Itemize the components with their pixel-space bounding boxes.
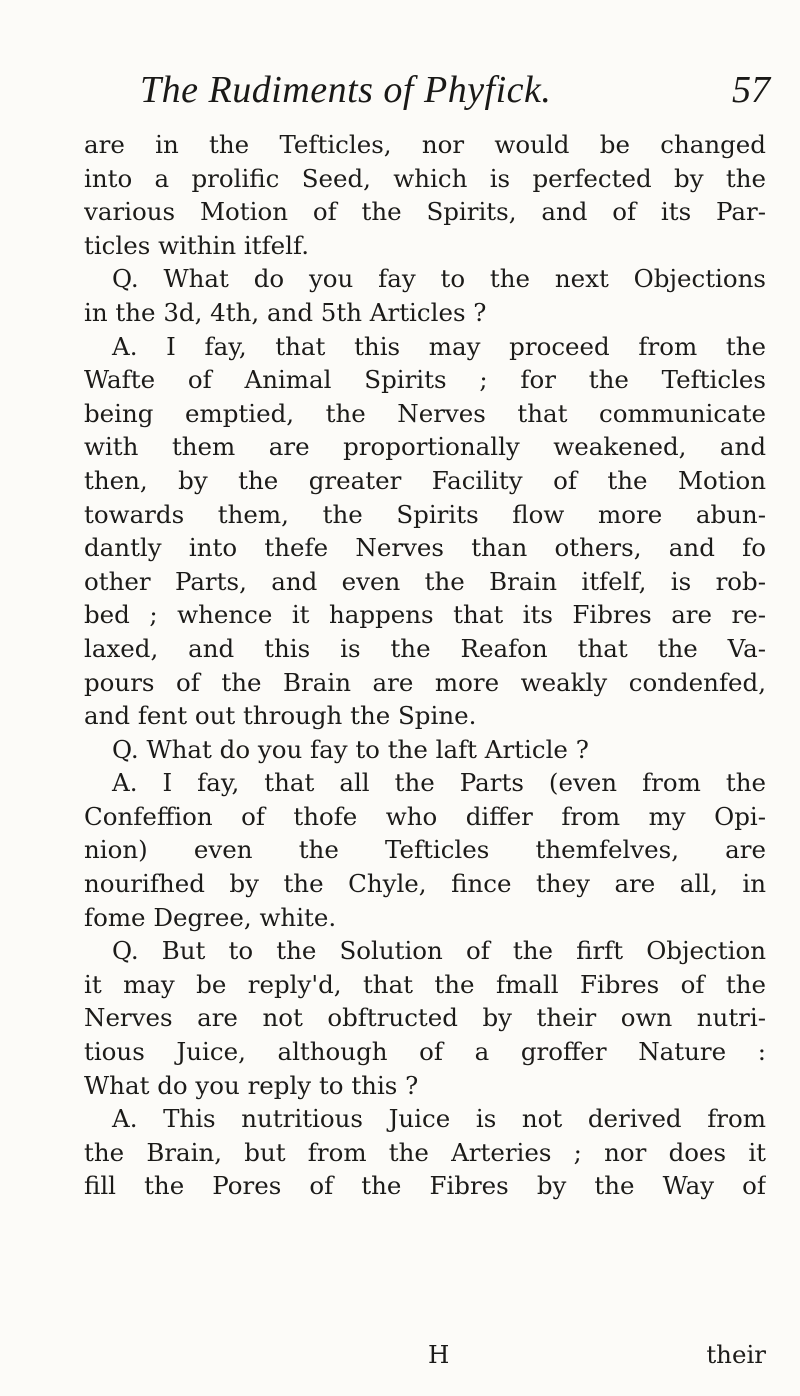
- text-line: with them are proportionally weakened, and: [84, 432, 766, 462]
- text-line: Q. But to the Solution of the firft Objection: [112, 936, 766, 966]
- text-line: the Brain, but from the Arteries ; nor does it: [84, 1137, 766, 1167]
- text-line: A. This nutritious Juice is not derived from: [112, 1104, 766, 1134]
- footer-line: [84, 1338, 766, 1372]
- text-line: What do you reply to this ?: [84, 1070, 419, 1100]
- text-line: A. I fay, that all the Parts (even from the: [112, 768, 766, 798]
- text-line: are in the Tefticles, nor would be changed: [84, 130, 766, 159]
- text-line: Q. What do you fay to the laft Article ?: [112, 734, 589, 764]
- text-line: fill the Pores of the Fibres by the Way of: [84, 1171, 766, 1201]
- text-line: being emptied, the Nerves that communicate: [84, 398, 766, 428]
- text-line: dantly into thefe Nerves than others, and fo: [84, 533, 766, 563]
- text-line: Q. What do you fay to the next Objections: [112, 264, 766, 294]
- text-line: A. I fay, that this may proceed from the: [112, 331, 766, 361]
- page-header: [120, 68, 770, 112]
- text-line: pours of the Brain are more weakly condenfed,: [84, 667, 766, 697]
- running-title: The Rudiments of Phyfick.: [140, 69, 552, 111]
- text-line: laxed, and this is the Reafon that the Va-: [84, 633, 766, 663]
- text-line: then, by the greater Facility of the Motion: [84, 465, 766, 495]
- text-line: nion) even the Tefticles themfelves, are: [84, 835, 766, 865]
- text-line: and fent out through the Spine.: [84, 701, 477, 731]
- signature-mark: H: [428, 1340, 450, 1369]
- text-line: in the 3d, 4th, and 5th Articles ?: [84, 297, 487, 327]
- text-line: fome Degree, white.: [84, 902, 337, 932]
- text-line: Nerves are not obftructed by their own nutri-: [84, 1003, 766, 1033]
- body-text: [84, 128, 766, 1203]
- text-line: into a prolific Seed, which is perfected by the: [84, 163, 766, 193]
- text-line: ticles within itfelf.: [84, 230, 309, 260]
- text-line: tious Juice, although of a groffer Nature :: [84, 1037, 766, 1067]
- text-line: other Parts, and even the Brain itfelf, is rob-: [84, 566, 766, 596]
- text-line: various Motion of the Spirits, and of its Par-: [84, 197, 766, 227]
- text-line: Confeffion of thofe who differ from my Opi-: [84, 801, 766, 831]
- text-line: it may be reply'd, that the fmall Fibres of the: [84, 969, 766, 999]
- text-line: nourifhed by the Chyle, fince they are all, in: [84, 869, 766, 899]
- text-line: towards them, the Spirits flow more abun-: [84, 499, 766, 529]
- page-number: 57: [732, 69, 770, 111]
- text-line: Wafte of Animal Spirits ; for the Tefticles: [84, 365, 766, 395]
- text-line: bed ; whence it happens that its Fibres are re-: [84, 600, 766, 630]
- catchword: their: [706, 1340, 766, 1369]
